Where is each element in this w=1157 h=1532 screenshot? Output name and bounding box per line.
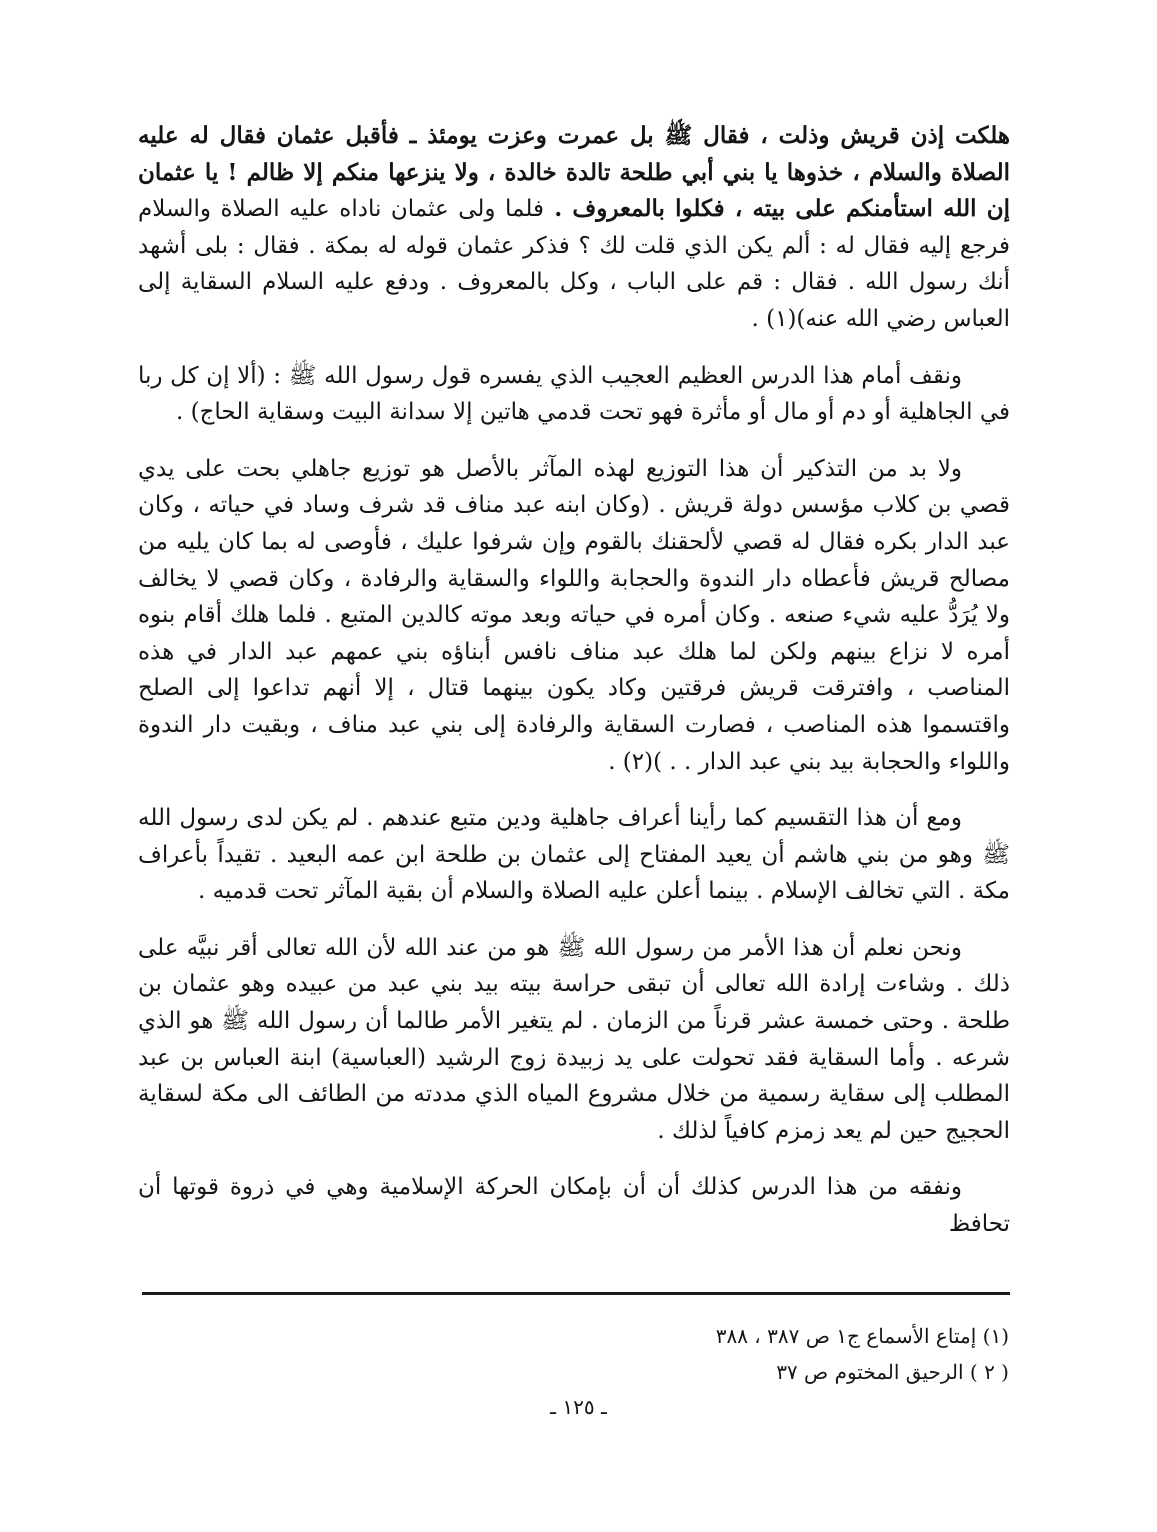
paragraph-1-bold: هلكت إذن قريش وذلت ، فقال ﷺ بل عمرت وعزت يومئذ ـ فأقبل عثمان فقال له عليه الصلاة والسلام ، خذوها يا بني أبي طلحة تالدة خالدة ، ولا ينزعها منكم إلا ظالم ! يا عثمان إن الله استأمنكم على بيته ، فكلوا بالمعروف . bbox=[138, 122, 1010, 223]
footnotes bbox=[309, 1318, 1009, 1390]
paragraph-1 bbox=[138, 118, 1010, 338]
paragraph-1-rest: فلما ولى عثمان ناداه عليه الصلاة والسلام فرجع إليه فقال له : ألم يكن الذي قلت لك ؟ فذكر عثمان قوله له بمكة . فقال : بلى أشهد أنك رسول الله . فقال : قم على الباب ، وكل بالمعروف . ودفع عليه السلام السقاية إلى العباس رضي الله عنه)(١) . bbox=[138, 196, 1010, 332]
body-text bbox=[138, 118, 1010, 1263]
paragraph-5: ونحن نعلم أن هذا الأمر من رسول الله ﷺ هو من عند الله لأن الله تعالى أقر نبيَّه على ذلك . وشاءت إرادة الله تعالى أن تبقى حراسة بيته بيد بني عبد من عبيده وهو عثمان بن طلحة . وحتى خمسة عشر قرناً من الزمان . لم يتغير الأمر طالما أن رسول الله ﷺ هو الذي شرعه . وأما السقاية فقد تحولت على يد زبيدة زوج الرشيد (العباسية) ابنة العباس بن عبد المطلب إلى سقاية رسمية من خلال مشروع المياه الذي مددته من الطائف الى مكة لسقاية الحجيج حين لم يعد زمزم كافياً لذلك . bbox=[138, 934, 1010, 1144]
paragraph-4: ومع أن هذا التقسيم كما رأينا أعراف جاهلية ودين متبع عندهم . لم يكن لدى رسول الله ﷺ وهو من بني هاشم أن يعيد المفتاح إلى عثمان بن طلحة ابن عمه البعيد . تقيداً بأعراف مكة . التي تخالف الإسلام . بينما أعلن عليه الصلاة والسلام أن بقية المآثر تحت قدميه . bbox=[138, 805, 1010, 905]
footnote-divider bbox=[142, 1292, 1010, 1295]
paragraph-3: ولا بد من التذكير أن هذا التوزيع لهذه المآثر بالأصل هو توزيع جاهلي بحت على يدي قصي بن كلاب مؤسس دولة قريش . (وكان ابنه عبد مناف قد شرف وساد في حياته ، وكان عبد الدار بكره فقال له قصي لألحقنك بالقوم وإن شرفوا عليك ، فأوصى له بما كان يليه من مصالح قريش فأعطاه دار الندوة والحجابة واللواء والسقاية والرفادة ، وكان قصي لا يخالف ولا يُرَدُّ عليه شيء صنعه . وكان أمره في حياته وبعد موته كالدين المتبع . فلما هلك أقام بنوه أمره لا نزاع بينهم ولكن لما هلك عبد مناف نافس أبناؤه بني عمهم عبد الدار في هذه المناصب ، وافترقت قريش فرقتين وكاد يكون بينهما قتال ، إلا أنهم تداعوا إلى الصلح واقتسموا هذه المناصب ، فصارت السقاية والرفادة إلى بني عبد مناف ، وبقيت دار الندوة واللواء والحجابة بيد بني عبد الدار . . )(٢) . bbox=[138, 455, 1010, 775]
paragraph-2: ونقف أمام هذا الدرس العظيم العجيب الذي يفسره قول رسول الله ﷺ : (ألا إن كل ربا في الجاهلية أو دم أو مال أو مأثرة فهو تحت قدمي هاتين إلا سدانة البيت وسقاية الحاج) . bbox=[138, 362, 1010, 426]
footnote-2: ( ٢ ) الرحيق المختوم ص ٣٧ bbox=[776, 1360, 1009, 1384]
footnote-1: (١) إمتاع الأسماع ج١ ص ٣٨٧ ، ٣٨٨ bbox=[715, 1324, 1009, 1348]
page-number: ـ ١٢٥ ـ bbox=[550, 1395, 607, 1419]
paragraph-6: ونفقه من هذا الدرس كذلك أن أن بإمكان الحركة الإسلامية وهي في ذروة قوتها أن تحافظ bbox=[138, 1174, 1010, 1238]
